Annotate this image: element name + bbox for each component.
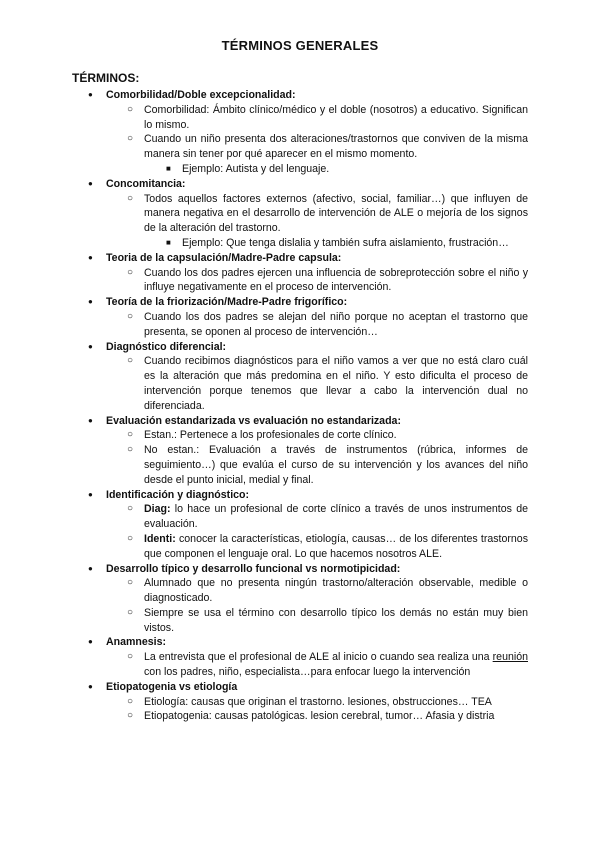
sub-item: ○ Comorbilidad: Ámbito clínico/médico y el doble (nosotros) a educativo. Significan lo mismo. xyxy=(0,103,600,133)
sub-item: ○ Cuando los dos padres se alejan del niño porque no aceptan el trastorno que presenta, se oponen al proceso de intervención… xyxy=(0,310,600,340)
underlined-word: reunión xyxy=(492,651,528,664)
sub-item: ○ Cuando un niño presenta dos alteraciones/trastornos que conviven de la misma manera sin tener por qué aparecer en el mismo momento. xyxy=(0,132,600,162)
page-title: TÉRMINOS GENERALES xyxy=(221,38,379,53)
term-evaluacion: ● Evaluación estandarizada vs evaluación no estandarizada: xyxy=(0,414,600,429)
term-etiopatogenia: ● Etiopatogenia vs etiología xyxy=(0,680,600,695)
sub-text: lo hace un profesional de corte clínico a través de unos instrumentos de evaluación. xyxy=(144,503,528,531)
term-diagnostico-diferencial: ● Diagnóstico diferencial: xyxy=(0,340,600,355)
example-item: ■ Ejemplo: Que tenga dislalia y también sufra aislamiento, frustración… xyxy=(0,236,600,251)
term-concomitancia: ● Concomitancia: xyxy=(0,177,600,192)
sub-item: ○ Alumnado que no presenta ningún trastorno/alteración observable, medible o diagnosticado. xyxy=(0,576,600,606)
sub-text: con los padres, niño, especialista…para enfocar luego la intervención xyxy=(144,666,471,679)
sub-item: ○ Cuando recibimos diagnósticos para el niño vamos a ver que no está claro cuál es la alteración que más predomina en el niño. Y esto dificulta el proceso de intervención porque tenemos que llevar a cabo la intervención dual no diferenciada. xyxy=(0,354,600,413)
sub-item xyxy=(0,502,600,532)
term-anamnesis: ● Anamnesis: xyxy=(0,635,600,650)
terms-list xyxy=(0,88,600,724)
sub-item: ○ Todos aquellos factores externos (afectivo, social, familiar…) que influyen de manera negativa en el desarrollo de intervención de ALE o mejoría de los signos de la alteración del trastorno. xyxy=(0,192,600,236)
sub-item: ○ Etiología: causas que originan el trastorno. lesiones, obstrucciones… TEA xyxy=(0,695,600,710)
example-item: ■ Ejemplo: Autista y del lenguaje. xyxy=(0,162,600,177)
term-friorizacion: ● Teoría de la friorización/Madre-Padre frigorífico: xyxy=(0,295,600,310)
term-identificacion-diagnostico: ● Identificación y diagnóstico: xyxy=(0,488,600,503)
sub-item: ○ Etiopatogenia: causas patológicas. lesion cerebral, tumor… Afasia y distria xyxy=(0,709,600,724)
sub-item xyxy=(0,532,600,562)
sub-item: ○ Siempre se usa el término con desarrollo típico los demás no están muy bien vistos. xyxy=(0,606,600,636)
sub-text: conocer la características, etiología, causas… de los diferentes trastornos que componen el lenguaje oral. Lo que hacemos nosotros ALE. xyxy=(144,532,528,560)
sub-label: Identi: xyxy=(144,532,176,545)
term-desarrollo-tipico: ● Desarrollo típico y desarrollo funcional vs normotipicidad: xyxy=(0,562,600,577)
sub-item: ○ Estan.: Pertenece a los profesionales de corte clínico. xyxy=(0,428,600,443)
sub-text: La entrevista que el profesional de ALE al inicio o cuando sea realiza una xyxy=(144,651,493,664)
sub-item: ○ No estan.: Evaluación a través de instrumentos (rúbrica, informes de seguimiento…) que evalúa el curso de su intervención y los avances del niño desde el punto inicial, medial y final. xyxy=(0,443,600,487)
sub-label: Diag: xyxy=(144,503,171,516)
sub-item: ○ Cuando los dos padres ejercen una influencia de sobreprotección sobre el niño y influye negativamente en el proceso de intervención. xyxy=(0,266,600,296)
term-comorbilidad: ● Comorbilidad/Doble excepcionalidad: xyxy=(0,88,600,103)
sub-item xyxy=(0,650,600,680)
term-capsulacion: ● Teoria de la capsulación/Madre-Padre capsula: xyxy=(0,251,600,266)
section-heading: TÉRMINOS: xyxy=(72,71,140,85)
